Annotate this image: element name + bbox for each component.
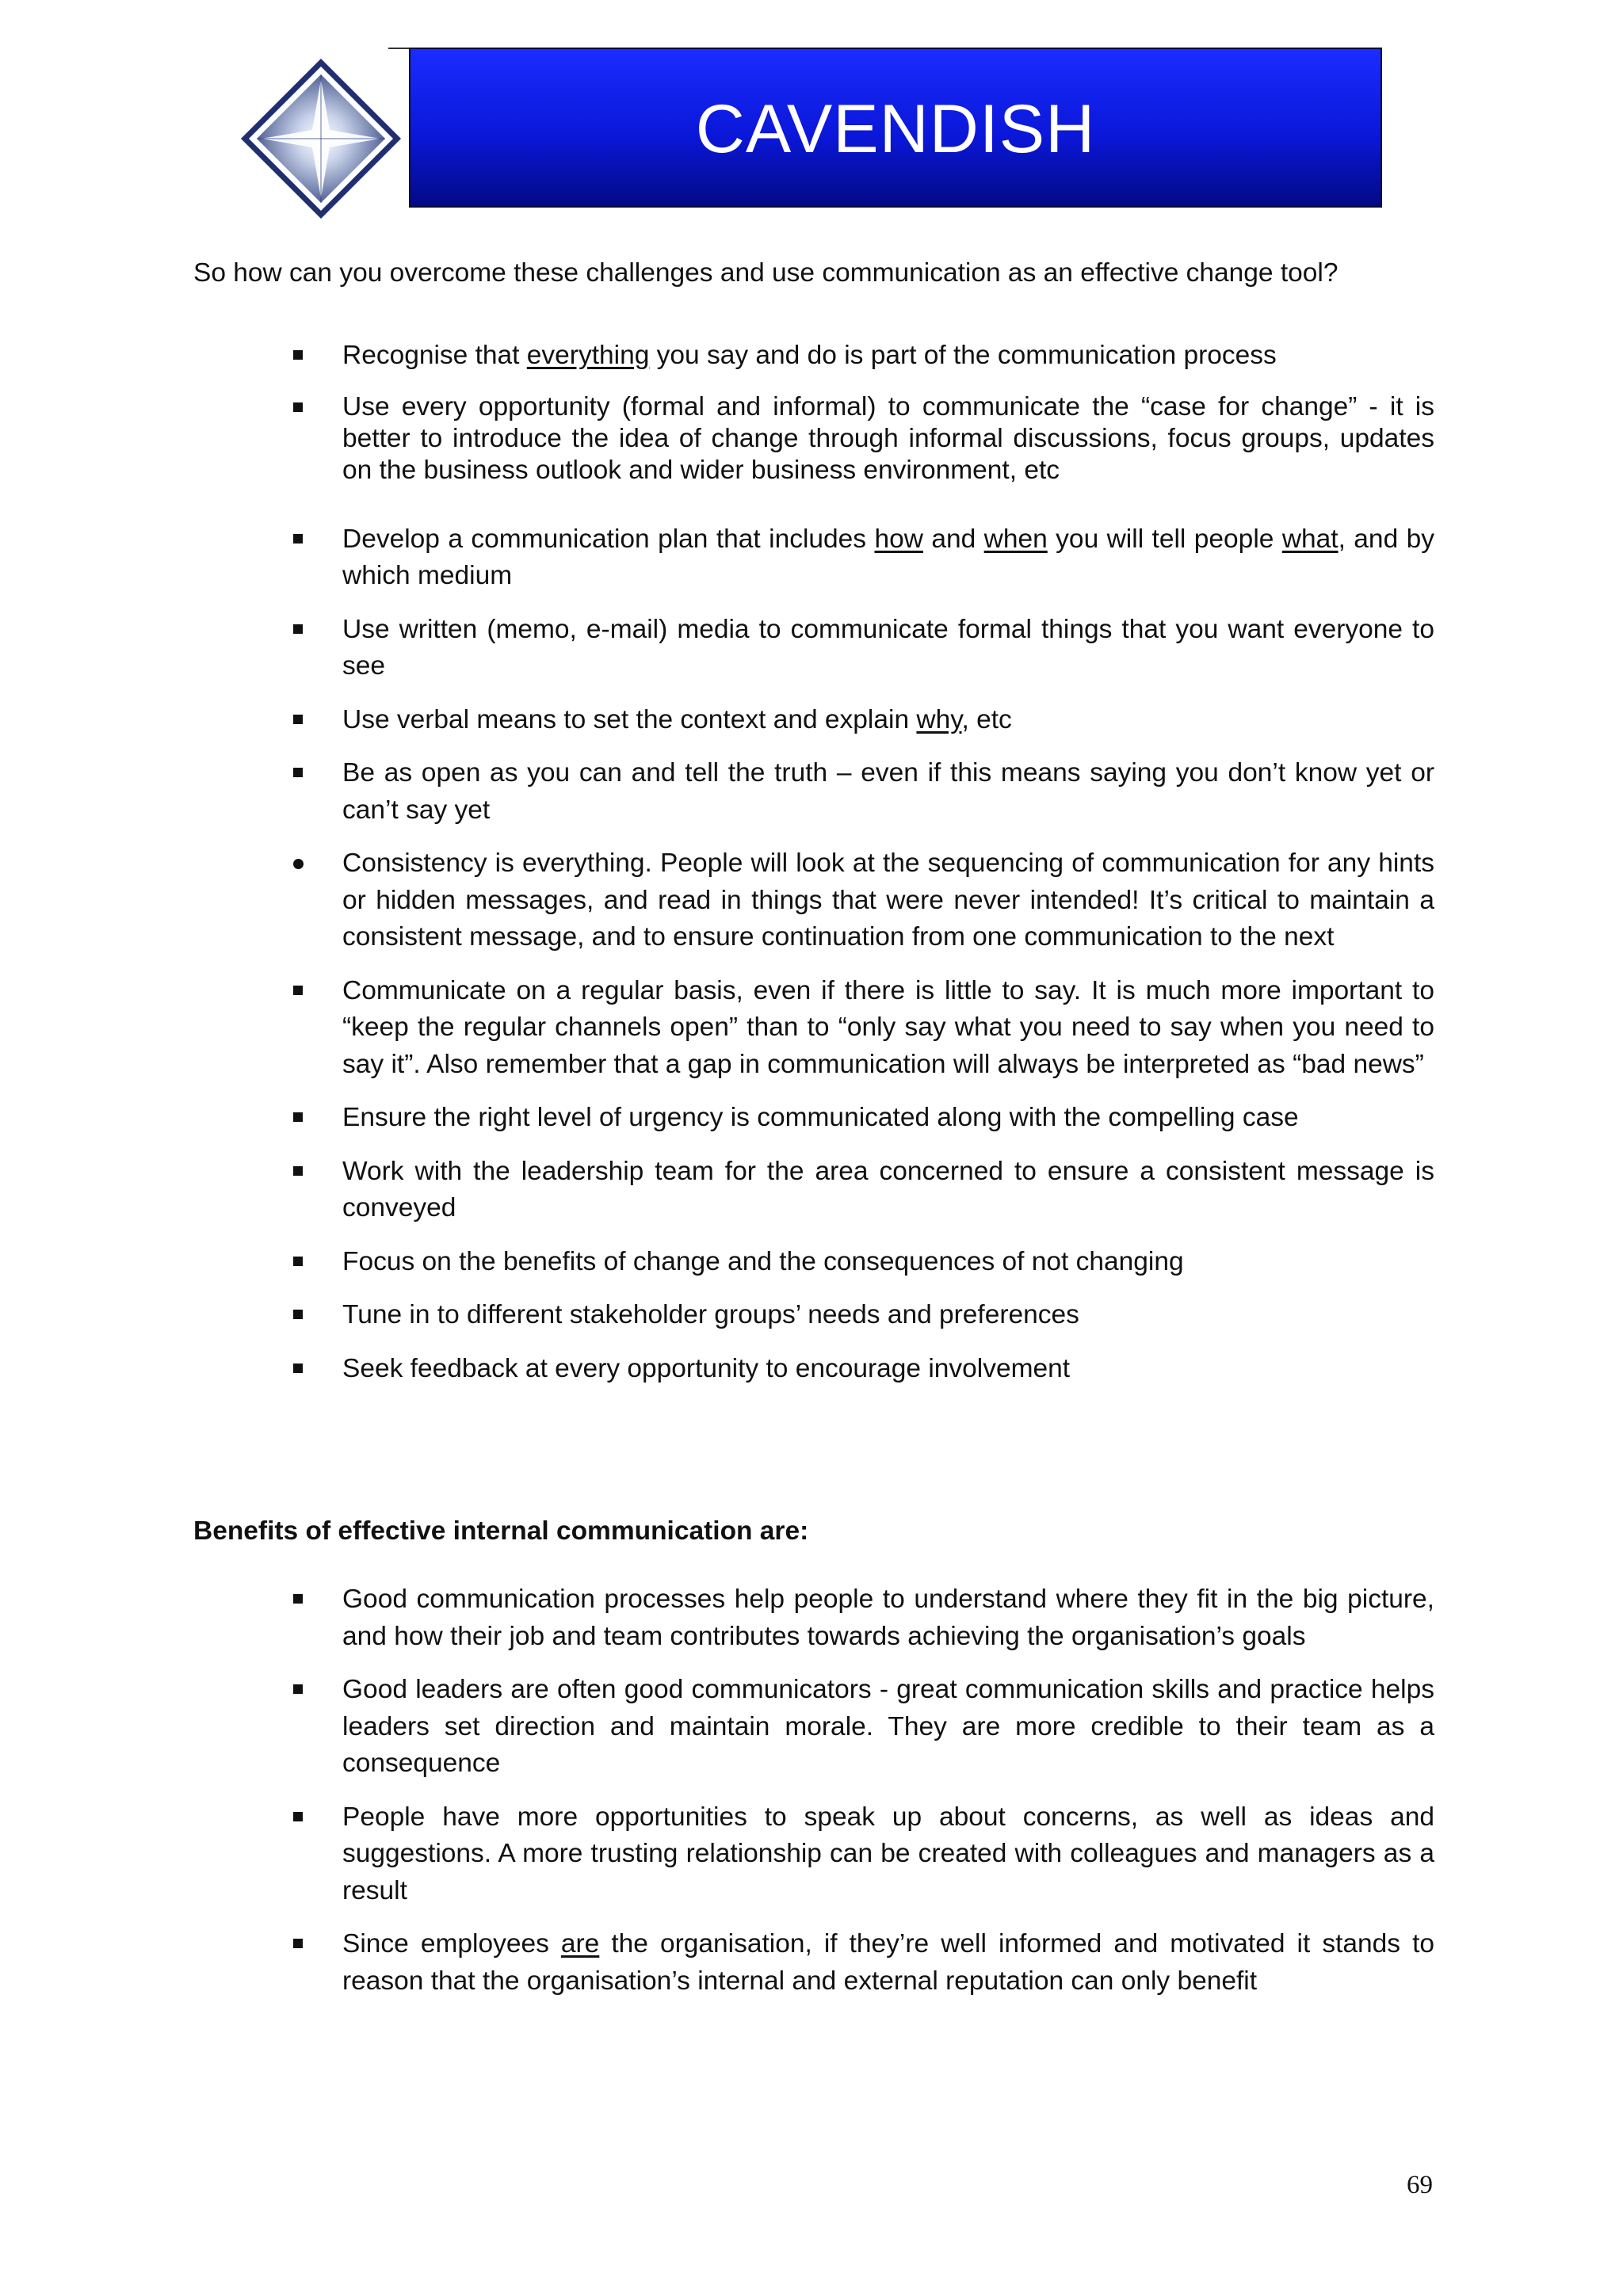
item-text: Focus on the benefits of change and the consequences of not changing [342,1246,1184,1276]
list-item [293,1672,1434,1783]
square-bullet-icon [293,768,303,777]
page-header [0,0,1623,222]
item-text: Consistency is everything. People will look at the sequencing of communication for any hints or hidden messages, and read in things that were never intended! It’s critical to maintain a consistent message, and to ensure continuation from one communication to the next [342,849,1434,952]
list-item [293,845,1434,956]
item-text: , etc [961,704,1012,734]
round-bullet-icon [293,859,304,869]
item-text: you will tell people [1047,524,1282,554]
square-bullet-icon [293,1812,303,1821]
item-text: Tune in to different stakeholder groups’ needs and preferences [342,1300,1079,1329]
header-rule [388,48,409,49]
item-text: Ensure the right level of urgency is communicated along with the compelling case [342,1103,1299,1132]
list-item [293,702,1434,739]
square-bullet-icon [293,534,303,543]
list-item [293,1100,1434,1137]
square-bullet-icon [293,350,303,360]
underlined-text: why [916,704,962,734]
underlined-text: everything [526,341,650,370]
square-bullet-icon [293,1363,303,1373]
section-heading: Benefits of effective internal communication are: [193,1516,809,1546]
list-item [293,338,1434,375]
item-text: , and by which medium [342,524,1434,590]
item-text: Use written (memo, e-mail) media to communicate formal things that you want everyone to see [342,614,1434,681]
list-item [293,1926,1434,2000]
item-text: Work with the leadership team for the area concerned to ensure a consistent message is conveyed [342,1156,1434,1222]
item-text: Use verbal means to set the context and explain [342,704,917,734]
item-text: People have more opportunities to speak up about concerns, as well as ideas and suggestions. A more trusting relationship can be created with colleagues and managers as a result [342,1802,1434,1905]
square-bullet-icon [293,1166,303,1176]
item-text: Recognise that [342,341,527,370]
square-bullet-icon [293,1310,303,1319]
item-text: Good leaders are often good communicators - great communication skills and practice helps leaders set direction and maintain morale. They are more credible to their team as a consequence [342,1675,1434,1778]
square-bullet-icon [293,986,303,995]
list-item [293,1351,1434,1388]
item-text: Seek feedback at every opportunity to encourage involvement [342,1353,1071,1383]
item-text: you say and do is part of the communication process [649,341,1277,370]
advice-list [293,338,1434,1404]
item-text: Since employees [342,1929,561,1958]
list-item [293,612,1434,685]
benefits-list [293,1581,1434,2016]
square-bullet-icon [293,1257,303,1266]
list-item [293,1297,1434,1334]
square-bullet-icon [293,1684,303,1694]
square-bullet-icon [293,715,303,724]
item-text: Develop a communication plan that includes [342,524,875,554]
square-bullet-icon [293,1594,303,1604]
intro-question: So how can you overcome these challenges and use communication as an effective change tool? [193,258,1338,288]
list-item [293,521,1434,595]
item-text: Communicate on a regular basis, even if there is little to say. It is much more important to “keep the regular channels open” than to “only say what you need to say when you need to say it”. Also remember that a gap in communication will always be interpreted as “bad news” [342,975,1434,1079]
square-bullet-icon [293,1112,303,1122]
list-item [293,1581,1434,1655]
item-text: Use every opportunity (formal and informal) to communicate the “case for change” - it is better to introduce the idea of change through informal discussions, focus groups, updates on the business outlook and wider business environment, etc [342,391,1434,485]
banner-title: CAVENDISH [695,90,1096,167]
diamond-star-logo-icon [238,55,404,222]
item-text: Be as open as you can and tell the truth – even if this means saying you don’t know yet or can’t say yet [342,758,1434,825]
square-bullet-icon [293,402,303,412]
item-text: and [922,524,984,554]
underlined-text: how [874,524,923,554]
underlined-text: when [983,524,1048,554]
underlined-text: what [1281,524,1338,554]
square-bullet-icon [293,624,303,634]
item-text: the organisation, if they’re well informed and motivated it stands to reason that the organisation’s internal and external reputation can only benefit [342,1929,1435,1996]
square-bullet-icon [293,1939,303,1948]
list-item [293,755,1434,829]
item-text: Good communication processes help people to understand where they fit in the big picture, and how their job and team contributes towards achieving the organisation’s goals [342,1585,1434,1651]
underlined-text: are [560,1929,600,1958]
list-item [293,391,1434,486]
list-item [293,1244,1434,1281]
list-item [293,1799,1434,1910]
list-item [293,973,1434,1084]
page-number: 69 [1407,2171,1433,2199]
list-item [293,1154,1434,1227]
title-banner [409,48,1382,208]
